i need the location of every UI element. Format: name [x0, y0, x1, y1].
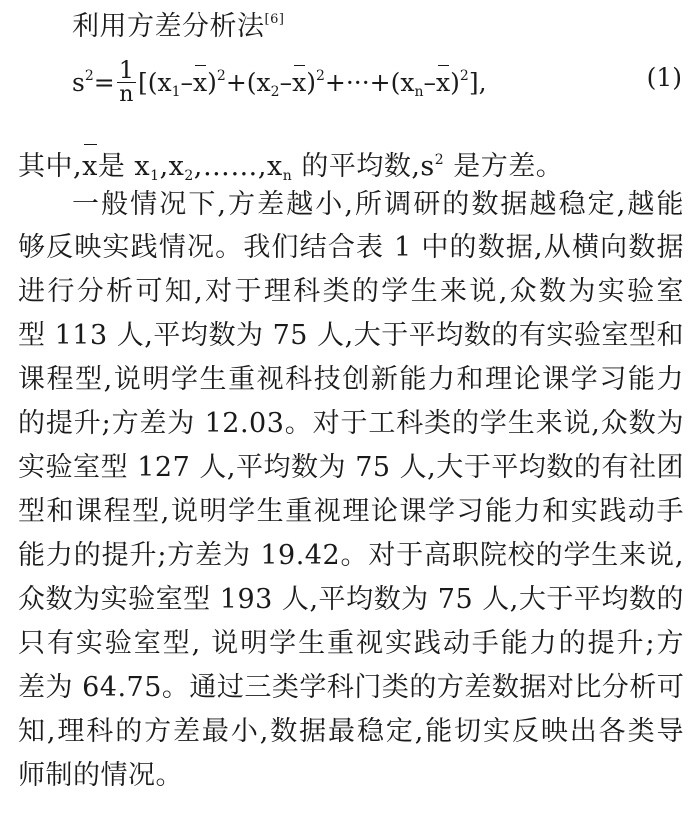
paragraph-line: 进行分析可知,对于理科类的学生来说,众数为实验室	[18, 276, 684, 307]
where-s2: 2	[184, 168, 194, 184]
paragraph-line: 知,理科的方差最小,数据最稳定,能切实反映出各类导	[18, 716, 684, 747]
where-p4: ,……,x	[193, 151, 283, 182]
paragraph-line: 课程型,说明学生重视科技创新能力和理论课学习能力	[18, 364, 684, 395]
where-p5: 的平均数,s	[292, 151, 435, 182]
term1-sq: 2	[216, 68, 226, 84]
where-s-sup: 2	[434, 152, 445, 168]
paragraph-line: 众数为实验室型 193 人,平均数为 75 人,大于平均数的	[18, 584, 684, 615]
term1-close: )	[207, 68, 217, 97]
paragraph-line: 差为 64.75。通过三类学科门类的方差数据对比分析可	[18, 672, 685, 703]
termn-close: )	[450, 68, 460, 97]
formula-open: [(	[138, 68, 158, 97]
term2-x: x	[256, 68, 271, 97]
termn-sub: n	[414, 84, 424, 100]
paragraph-line: 一般情况下,方差越小,所调研的数据越稳定,越能	[72, 189, 684, 220]
where-p6: 是方差。	[444, 151, 564, 182]
paragraph-line: 师制的情况。	[18, 760, 183, 791]
where-p2: 是 x	[97, 151, 151, 182]
paragraph-line: 只有实验室型, 说明学生重视实践动手能力的提升;方	[18, 628, 684, 659]
termn-xbar: x	[436, 68, 451, 97]
term1-minus: –	[180, 68, 194, 97]
term2-xbar: x	[292, 68, 307, 97]
heading-text: 利用方差分析法	[72, 11, 265, 42]
term1-x: x	[157, 68, 172, 97]
paragraph-line: 够反映实践情况。我们结合表 1 中的数据,从横向数据	[18, 232, 684, 263]
term2-sq: 2	[315, 68, 325, 84]
paragraph-line: 型和课程型,说明学生重视理论课学习能力和实践动手	[18, 496, 684, 527]
fraction-numerator: 1	[118, 56, 134, 84]
where-p1: 其中,	[18, 151, 83, 182]
formula-plus: +(	[225, 68, 257, 97]
formula-lhs: s	[72, 68, 85, 97]
term2-sub: 2	[270, 84, 280, 100]
equation-number: (1)	[646, 63, 682, 92]
termn-minus: –	[423, 68, 437, 97]
term2-close: )	[306, 68, 316, 97]
fraction-denominator: n	[119, 82, 134, 107]
where-s1: 1	[150, 168, 160, 184]
paragraph-line: 的提升;方差为 12.03。对于工科类的学生来说,众数为	[18, 408, 684, 439]
where-xbar: x	[82, 147, 98, 187]
where-sn: n	[282, 168, 293, 184]
term1-xbar: x	[193, 68, 208, 97]
where-line	[18, 140, 684, 184]
paragraph-line: 型 113 人,平均数为 75 人,大于平均数的有实验室型和	[18, 320, 684, 351]
formula-eq: =	[93, 68, 115, 97]
where-p3: ,x	[159, 151, 185, 182]
formula-fraction	[117, 58, 136, 107]
term2-minus: –	[279, 68, 293, 97]
termn-sq: 2	[459, 68, 469, 84]
formula-body	[72, 56, 487, 109]
reference-marker: [6]	[264, 12, 285, 27]
variance-formula	[72, 48, 684, 108]
termn-x: x	[400, 68, 415, 97]
method-heading	[72, 0, 672, 40]
formula-end: ],	[468, 68, 487, 97]
formula-lhs-sup: 2	[84, 68, 94, 84]
paragraph-line: 能力的提升;方差为 19.42。对于高职院校的学生来说,	[18, 540, 684, 571]
formula-ellipsis: +···+(	[324, 68, 401, 97]
paragraph-line: 实验室型 127 人,平均数为 75 人,大于平均数的有社团	[18, 452, 684, 483]
term1-sub: 1	[171, 84, 181, 100]
